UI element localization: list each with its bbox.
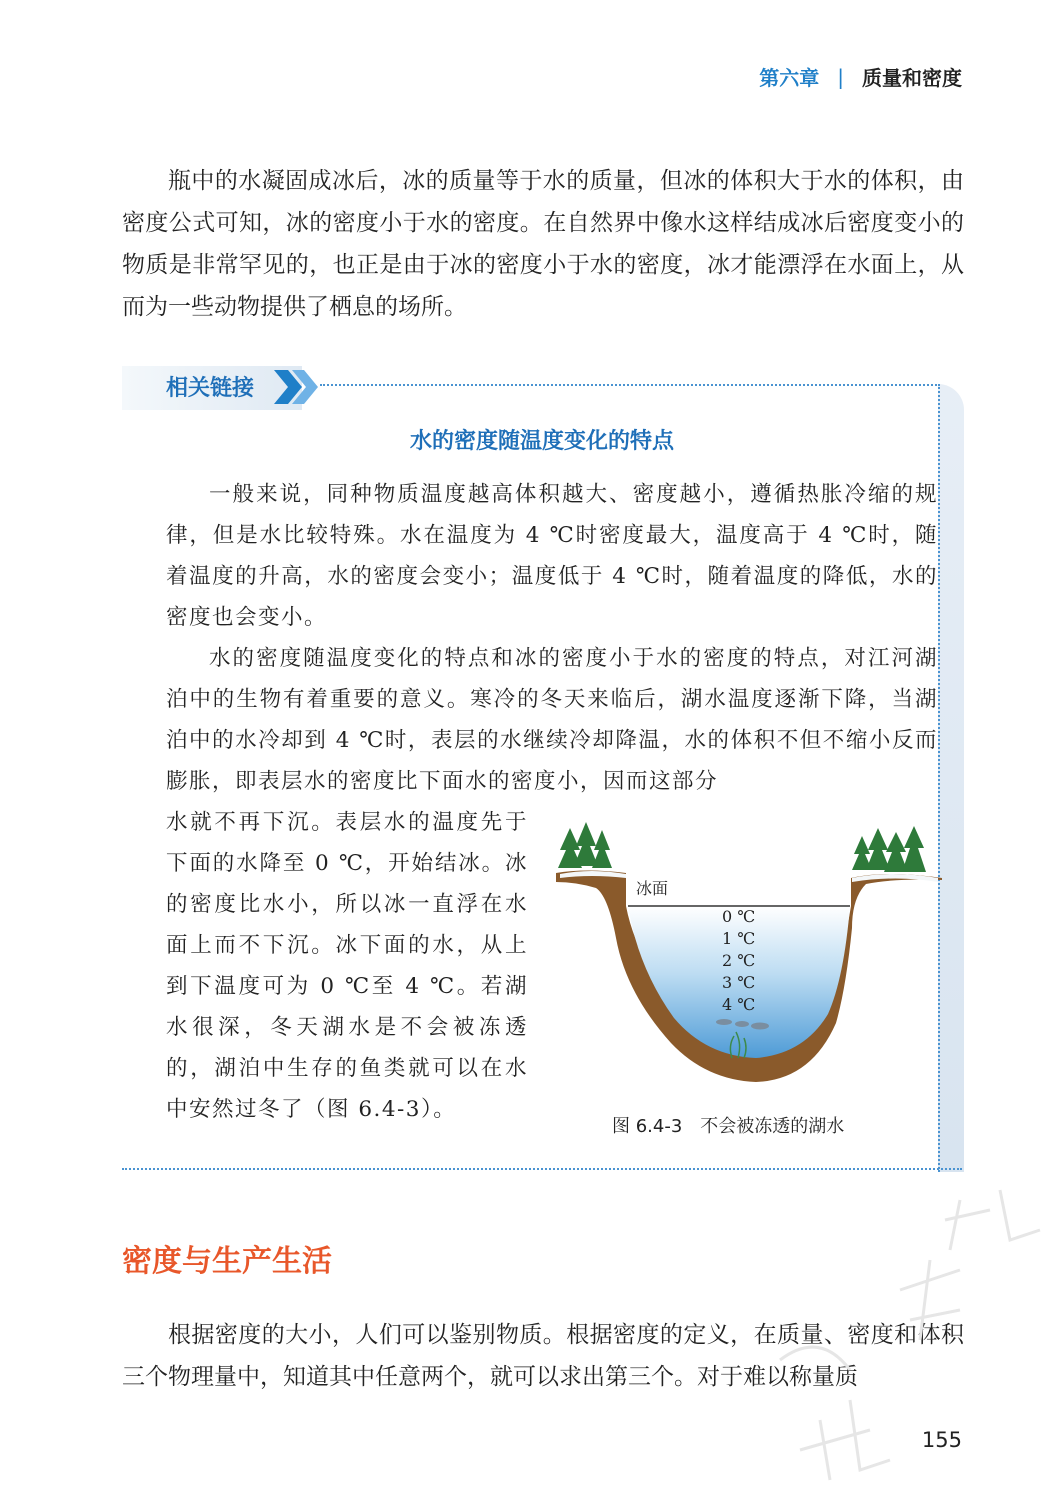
temp-label-2: 2 ℃ xyxy=(722,951,756,970)
temp-label-0: 0 ℃ xyxy=(722,907,756,926)
tree-icon-group-left xyxy=(558,822,612,868)
lake-cross-section-figure xyxy=(556,818,942,1098)
chapter-label: 第六章 xyxy=(759,66,820,90)
related-paragraph-1: 一般来说，同种物质温度越高体积越大、密度越小，遵循热胀冷缩的规律，但是水比较特殊。水在温度为 4 ℃时密度最大，温度高于 4 ℃时，随着温度的升高，水的密度会变小；温度低于 4 ℃时，随着温度的降低，水的密度也会变小。 xyxy=(166,482,938,630)
running-header xyxy=(759,62,962,91)
double-chevron-icon xyxy=(272,366,322,408)
temp-label-1: 1 ℃ xyxy=(722,929,756,948)
page-number: 155 xyxy=(921,1428,962,1452)
header-separator: | xyxy=(837,64,844,89)
related-link-label: 相关链接 xyxy=(166,376,255,401)
figure-caption xyxy=(612,1112,844,1138)
temp-label-3: 3 ℃ xyxy=(722,973,756,992)
chapter-title: 质量和密度 xyxy=(862,66,962,90)
temp-label-4: 4 ℃ xyxy=(722,995,756,1014)
related-title: 水的密度随温度变化的特点 xyxy=(409,429,674,454)
tree-icon-group-right xyxy=(852,826,926,872)
body-paragraph-2: 根据密度的大小，人们可以鉴别物质。根据密度的定义，在质量、密度和体积三个物理量中，知道其中任意两个，就可以求出第三个。对于难以称量质 xyxy=(122,1322,964,1390)
related-paragraph-2: 水的密度随温度变化的特点和冰的密度小于水的密度的特点，对江河湖泊中的生物有着重要的意义。寒冷的冬天来临后，湖水温度逐渐下降，当湖泊中的水冷却到 4 ℃时，表层的水继续冷却降温，水的体积不但不缩小反而膨胀，即表层水的密度比下面水的密度小，因而这部分 xyxy=(166,646,938,794)
related-paragraph-3: 水就不再下沉。表层水的温度先于下面的水降至 0 ℃，开始结冰。冰的密度比水小，所以冰一直浮在水面上而不下沉。冰下面的水，从上到下温度可为 0 ℃至 4 ℃。若湖水很深，冬天湖水是不会被冻透的，湖泊中生存的鱼类就可以在水中安然过冬了（图 6.4-3）。 xyxy=(166,810,528,1122)
figure-caption-text: 不会被冻透的湖水 xyxy=(700,1116,845,1137)
section-title: 密度与生产生活 xyxy=(122,1244,332,1279)
box-top-border xyxy=(320,384,940,386)
figure-number: 图 6.4-3 xyxy=(612,1116,683,1137)
ice-surface-label: 冰面 xyxy=(636,879,669,898)
box-bottom-border xyxy=(122,1168,962,1170)
body-paragraph-1: 瓶中的水凝固成冰后，冰的质量等于水的质量，但冰的体积大于水的体积，由密度公式可知，冰的密度小于水的密度。在自然界中像水这样结成冰后密度变小的物质是非常罕见的，也正是由于冰的密度小于水的密度，冰才能漂浮在水面上，从而为一些动物提供了栖息的场所。 xyxy=(122,168,964,320)
